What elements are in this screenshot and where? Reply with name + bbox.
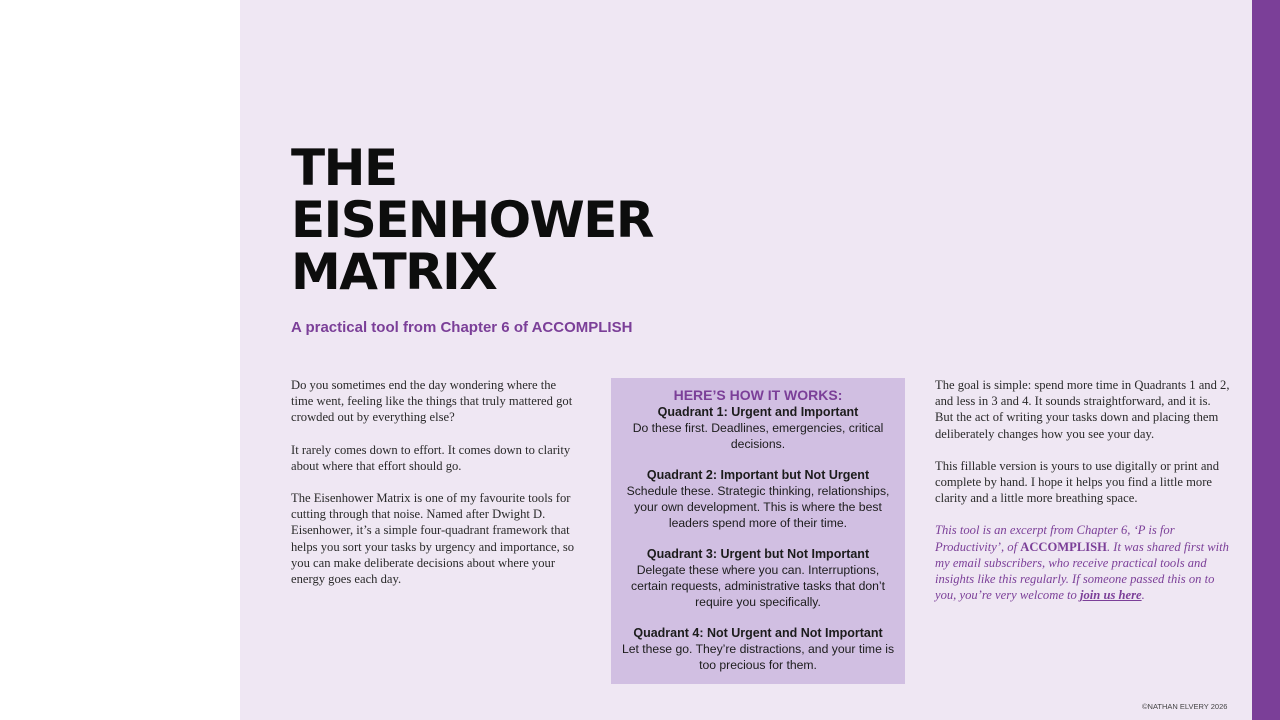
intro-paragraph: Do you sometimes end the day wondering where the time went, feeling like the things that truly mattered got crowded out by everything else? [291, 378, 573, 425]
quadrant-4 [619, 625, 897, 673]
document-page [240, 0, 1252, 720]
excerpt-text: . [1141, 588, 1145, 603]
title-line-1: THE [291, 139, 397, 197]
excerpt-note [935, 522, 1231, 603]
excerpt-brand: ACCOMPLISH [1020, 539, 1107, 554]
page-title [291, 139, 653, 301]
title-line-2: EISENHOWER [291, 191, 653, 249]
fillable-paragraph: This fillable version is yours to use digitally or print and complete by hand. I hope it helps you find a little more clarity and a little more breathing space. [935, 458, 1220, 506]
intro-column [291, 377, 581, 603]
quadrant-body: Delegate these where you can. Interruptions, certain requests, administrative tasks that don’t require you specifically. [630, 563, 886, 609]
quadrant-title: Quadrant 1: Urgent and Important [657, 405, 859, 419]
quadrant-body: Let these go. They’re distractions, and your time is too precious for them. [621, 642, 895, 672]
how-it-works-heading: HERE’S HOW IT WORKS: [673, 387, 843, 403]
intro-paragraph: It rarely comes down to effort. It comes down to clarity about where that effort should go. [291, 442, 571, 473]
excerpt-text: . It was shared first with my email subscribers, who receive practical tools and insights like this regularly. If someone passed this on to you, you’re very welcome to [935, 539, 1229, 603]
how-it-works-box [611, 378, 905, 684]
quadrant-title: Quadrant 2: Important but Not Urgent [646, 468, 870, 482]
quadrant-title: Quadrant 4: Not Urgent and Not Important [633, 626, 883, 640]
join-us-link[interactable]: join us here [1080, 588, 1142, 603]
quadrant-body: Schedule these. Strategic thinking, relationships, your own development. This is where the best leaders spend more of their time. [626, 484, 890, 530]
excerpt-text: This tool is an excerpt from Chapter 6, ‘P is for Productivity’, of [935, 523, 1175, 554]
right-column [935, 377, 1231, 619]
accent-side-bar [1252, 0, 1280, 720]
quadrant-2 [619, 467, 897, 531]
title-line-3: MATRIX [291, 243, 497, 301]
quadrant-3 [619, 546, 897, 610]
copyright: ©NATHAN ELVERY 2026 [1142, 702, 1228, 711]
goal-paragraph: The goal is simple: spend more time in Quadrants 1 and 2, and less in 3 and 4. It sounds straightforward, and it is. But the act of writing your tasks down and placing them deliberately changes how you see your day. [935, 378, 1230, 441]
intro-paragraph: The Eisenhower Matrix is one of my favourite tools for cutting through that noise. Named after Dwight D. Eisenhower, it’s a simple four-quadrant framework that helps you sort your tasks by urgency and importance, so you can make deliberate decisions about where your energy goes each day. [291, 491, 575, 587]
quadrant-1 [619, 404, 897, 452]
quadrant-body: Do these first. Deadlines, emergencies, critical decisions. [632, 421, 884, 451]
subtitle: A practical tool from Chapter 6 of ACCOMPLISH [291, 319, 633, 336]
quadrant-title: Quadrant 3: Urgent but Not Important [646, 547, 870, 561]
